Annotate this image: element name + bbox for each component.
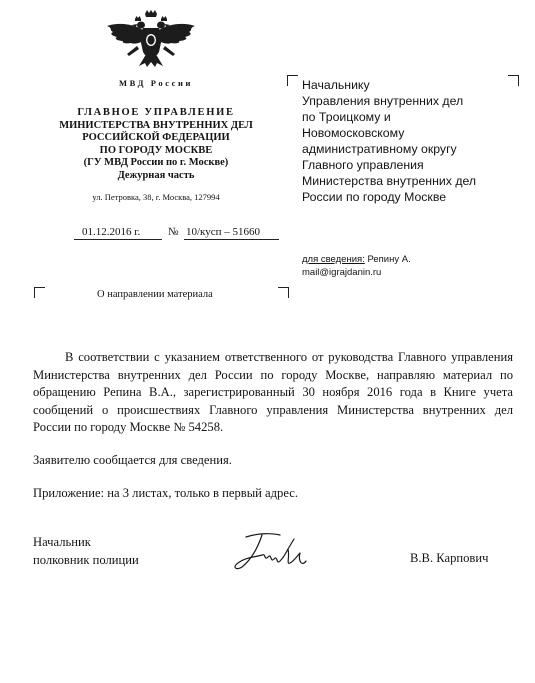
signatory-title bbox=[33, 534, 139, 569]
org-line: (ГУ МВД России по г. Москве) bbox=[83, 157, 229, 169]
org-line: МИНИСТЕРСТВА ВНУТРЕННИХ ДЕЛ bbox=[59, 119, 253, 131]
subject-line: О направлении материала bbox=[97, 289, 213, 300]
organization-name bbox=[50, 107, 262, 183]
handwritten-signature bbox=[228, 527, 313, 579]
addressee-line: по Троицкому и bbox=[302, 110, 391, 124]
addressee-line: Министерства внутренних дел bbox=[302, 174, 477, 188]
addressee-line: Новомосковскому bbox=[302, 126, 405, 140]
addressee-bracket-right bbox=[508, 75, 519, 86]
body-paragraph-2: Заявителю сообщается для сведения. bbox=[33, 453, 232, 467]
registration-number-sign: № bbox=[168, 226, 179, 238]
organization-address: ул. Петровка, 38, г. Москва, 127994 bbox=[92, 192, 220, 202]
date-underline bbox=[74, 239, 162, 240]
info-copy-label: для сведения: bbox=[302, 254, 365, 265]
org-line: ПО ГОРОДУ МОСКВЕ bbox=[99, 144, 213, 156]
body-paragraph-text: В соответствии с указанием ответственного от руководства Главного управления Министерства внутренних дел России по городу Москве, направляю материал по обращению Репина В.А., зарегистрированный 30 ноября 2016 года в Книге учета сообщений о происшествиях Главного управления Министерства внутренних дел России по городу Москве № 54258. bbox=[33, 350, 513, 434]
addressee-line: Главного управления bbox=[302, 158, 424, 172]
info-copy-email: mail@igrajdanin.ru bbox=[302, 267, 382, 278]
addressee-block bbox=[302, 77, 502, 205]
number-underline bbox=[184, 239, 279, 240]
eagle-emblem-icon bbox=[105, 8, 197, 70]
addressee-bracket-left bbox=[287, 75, 298, 86]
addressee-line: России по городу Москве bbox=[302, 190, 447, 204]
attachment-note: Приложение: на 3 листах, только в первый адрес. bbox=[33, 486, 298, 500]
ministry-short-name: МВД России bbox=[119, 78, 193, 88]
signatory-position: Начальник bbox=[33, 535, 91, 549]
addressee-line: Начальнику bbox=[302, 78, 370, 92]
org-line: Дежурная часть bbox=[117, 169, 195, 181]
info-copy-name: Репину А. bbox=[367, 254, 411, 265]
org-line: РОССИЙСКОЙ ФЕДЕРАЦИИ bbox=[82, 132, 230, 144]
body-paragraph bbox=[33, 349, 513, 437]
signatory-rank: полковник полиции bbox=[33, 552, 139, 567]
addressee-line: административному округу bbox=[302, 142, 457, 156]
addressee-line: Управления внутренних дел bbox=[302, 94, 464, 108]
org-line: ГЛАВНОЕ УПРАВЛЕНИЕ bbox=[77, 107, 235, 118]
subject-bracket-left bbox=[34, 287, 45, 298]
subject-bracket-right bbox=[278, 287, 289, 298]
signatory-name: В.В. Карпович bbox=[410, 551, 489, 565]
registration-date: 01.12.2016 г. bbox=[82, 226, 141, 238]
registration-number: 10/кусп – 51660 bbox=[186, 226, 261, 238]
info-copy bbox=[302, 253, 411, 279]
